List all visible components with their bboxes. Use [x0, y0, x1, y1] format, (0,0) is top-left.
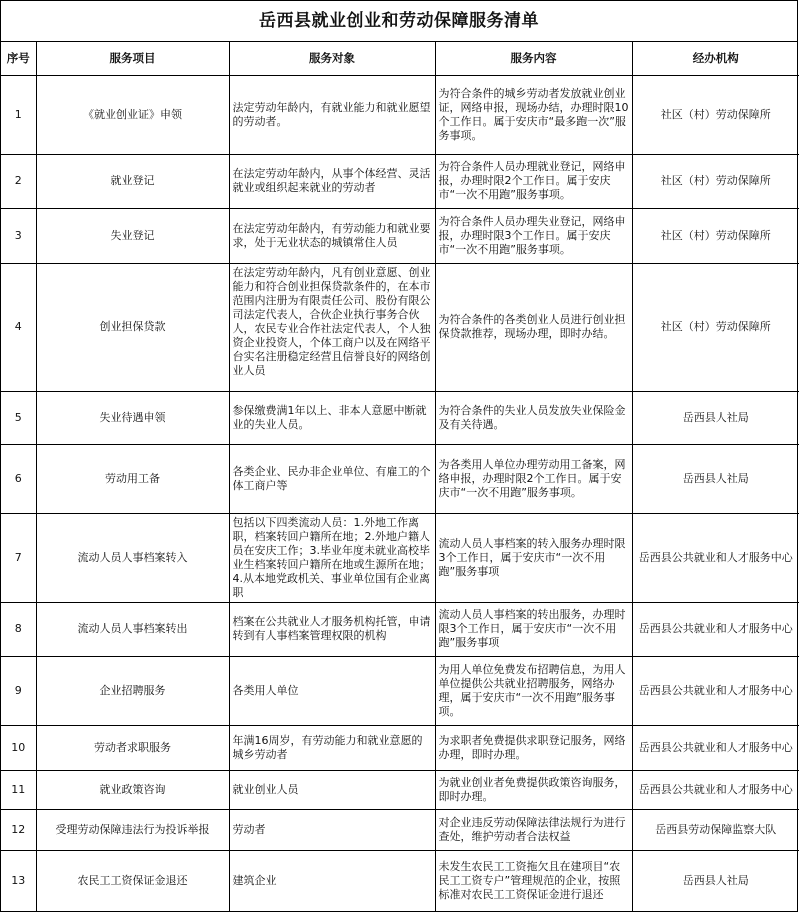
service-target: 各类用人单位 — [229, 656, 435, 725]
service-table — [1, 42, 799, 911]
service-agency: 社区（村）劳动保障所 — [632, 208, 799, 263]
header-target: 服务对象 — [229, 42, 435, 75]
service-item: 《就业创业证》申领 — [36, 75, 229, 154]
row-number: 13 — [1, 850, 36, 911]
service-agency: 岳西县公共就业和人才服务中心 — [632, 725, 799, 770]
service-agency: 岳西县劳动保障监察大队 — [632, 809, 799, 850]
service-item: 流动人员人事档案转入 — [36, 513, 229, 602]
service-item: 劳动用工备 — [36, 444, 229, 513]
table-row — [1, 770, 799, 809]
row-number: 1 — [1, 75, 36, 154]
table-row — [1, 725, 799, 770]
service-content: 为符合条件的各类创业人员进行创业担保贷款推荐，现场办理，即时办结。 — [435, 263, 632, 391]
table-header-row — [1, 42, 799, 75]
header-agency: 经办机构 — [632, 42, 799, 75]
service-agency: 社区（村）劳动保障所 — [632, 263, 799, 391]
service-target: 年满16周岁，有劳动能力和就业意愿的城乡劳动者 — [229, 725, 435, 770]
service-content: 为符合条件的城乡劳动者发放就业创业证，网络申报，现场办结，办理时限10个工作日。属于安庆市“最多跑一次”服务事项。 — [435, 75, 632, 154]
service-content: 为符合条件的失业人员发放失业保险金及有关待遇。 — [435, 391, 632, 444]
table-row — [1, 208, 799, 263]
service-item: 企业招聘服务 — [36, 656, 229, 725]
table-row — [1, 513, 799, 602]
service-item: 劳动者求职服务 — [36, 725, 229, 770]
service-content: 为就业创业者免费提供政策咨询服务，即时办理。 — [435, 770, 632, 809]
table-row — [1, 75, 799, 154]
service-agency: 岳西县人社局 — [632, 850, 799, 911]
service-item: 流动人员人事档案转出 — [36, 602, 229, 656]
row-number: 10 — [1, 725, 36, 770]
service-content: 对企业违反劳动保障法律法规行为进行查处，维护劳动者合法权益 — [435, 809, 632, 850]
service-target: 就业创业人员 — [229, 770, 435, 809]
service-target: 劳动者 — [229, 809, 435, 850]
service-target: 参保缴费满1年以上、非本人意愿中断就业的失业人员。 — [229, 391, 435, 444]
header-index: 序号 — [1, 42, 36, 75]
service-item: 就业登记 — [36, 154, 229, 208]
header-content: 服务内容 — [435, 42, 632, 75]
service-agency: 岳西县人社局 — [632, 391, 799, 444]
table-row — [1, 656, 799, 725]
service-item: 受理劳动保障违法行为投诉举报 — [36, 809, 229, 850]
page-title: 岳西县就业创业和劳动保障服务清单 — [1, 1, 797, 42]
row-number: 4 — [1, 263, 36, 391]
service-agency: 岳西县公共就业和人才服务中心 — [632, 770, 799, 809]
service-item: 农民工工资保证金退还 — [36, 850, 229, 911]
row-number: 3 — [1, 208, 36, 263]
row-number: 5 — [1, 391, 36, 444]
service-agency: 社区（村）劳动保障所 — [632, 75, 799, 154]
service-item: 就业政策咨询 — [36, 770, 229, 809]
table-row — [1, 850, 799, 911]
service-content: 为符合条件人员办理失业登记，网络申报，办理时限3个工作日。属于安庆市“一次不用跑”服务事项。 — [435, 208, 632, 263]
row-number: 8 — [1, 602, 36, 656]
header-item: 服务项目 — [36, 42, 229, 75]
service-content: 流动人员人事档案的转入服务办理时限3个工作日，属于安庆市“一次不用跑”服务事项 — [435, 513, 632, 602]
service-target: 法定劳动年龄内，有就业能力和就业愿望的劳动者。 — [229, 75, 435, 154]
service-target: 在法定劳动年龄内，从事个体经营、灵活就业或组织起来就业的劳动者 — [229, 154, 435, 208]
service-content: 为符合条件人员办理就业登记，网络申报，办理时限2个工作日。属于安庆市“一次不用跑”服务事项。 — [435, 154, 632, 208]
service-agency: 岳西县公共就业和人才服务中心 — [632, 656, 799, 725]
row-number: 2 — [1, 154, 36, 208]
service-content: 为各类用人单位办理劳动用工备案，网络申报，办理时限2个工作日。属于安庆市“一次不用跑”服务事项。 — [435, 444, 632, 513]
row-number: 9 — [1, 656, 36, 725]
row-number: 11 — [1, 770, 36, 809]
service-target: 在法定劳动年龄内，凡有创业意愿、创业能力和符合创业担保贷款条件的，在本市范围内注册为有限责任公司、股份有限公司法定代表人，合伙企业执行事务合伙人，农民专业合作社法定代表人，个人独资企业投资人，个体工商户以及在网络平台实名注册稳定经营且信誉良好的网络创业人员 — [229, 263, 435, 391]
service-content: 流动人员人事档案的转出服务，办理时限3个工作日，属于安庆市“一次不用跑”服务事项 — [435, 602, 632, 656]
service-agency: 岳西县公共就业和人才服务中心 — [632, 602, 799, 656]
service-target: 建筑企业 — [229, 850, 435, 911]
row-number: 12 — [1, 809, 36, 850]
table-row — [1, 602, 799, 656]
table-row — [1, 154, 799, 208]
service-item: 失业登记 — [36, 208, 229, 263]
service-target: 在法定劳动年龄内，有劳动能力和就业要求，处于无业状态的城镇常住人员 — [229, 208, 435, 263]
row-number: 6 — [1, 444, 36, 513]
service-target: 各类企业、民办非企业单位、有雇工的个体工商户等 — [229, 444, 435, 513]
service-item: 失业待遇申领 — [36, 391, 229, 444]
service-agency: 岳西县人社局 — [632, 444, 799, 513]
service-item: 创业担保贷款 — [36, 263, 229, 391]
service-agency: 岳西县公共就业和人才服务中心 — [632, 513, 799, 602]
row-number: 7 — [1, 513, 36, 602]
table-row — [1, 809, 799, 850]
table-row — [1, 391, 799, 444]
service-target: 包括以下四类流动人员：1.外地工作离职，档案转回户籍所在地；2.外地户籍人员在安庆工作；3.毕业年度未就业高校毕业生档案转回户籍所在地或生源所在地；4.从本地党政机关、事业单位国有企业离职 — [229, 513, 435, 602]
table-row — [1, 263, 799, 391]
service-content: 未发生农民工工资拖欠且在建项目“农民工工资专户”管理规范的企业，按照标准对农民工工资保证金进行退还 — [435, 850, 632, 911]
service-target: 档案在公共就业人才服务机构托管，申请转到有人事档案管理权限的机构 — [229, 602, 435, 656]
service-content: 为求职者免费提供求职登记服务，网络办理，即时办理。 — [435, 725, 632, 770]
service-agency: 社区（村）劳动保障所 — [632, 154, 799, 208]
service-content: 为用人单位免费发布招聘信息，为用人单位提供公共就业招聘服务，网络办理，属于安庆市“一次不用跑”服务事项。 — [435, 656, 632, 725]
table-row — [1, 444, 799, 513]
